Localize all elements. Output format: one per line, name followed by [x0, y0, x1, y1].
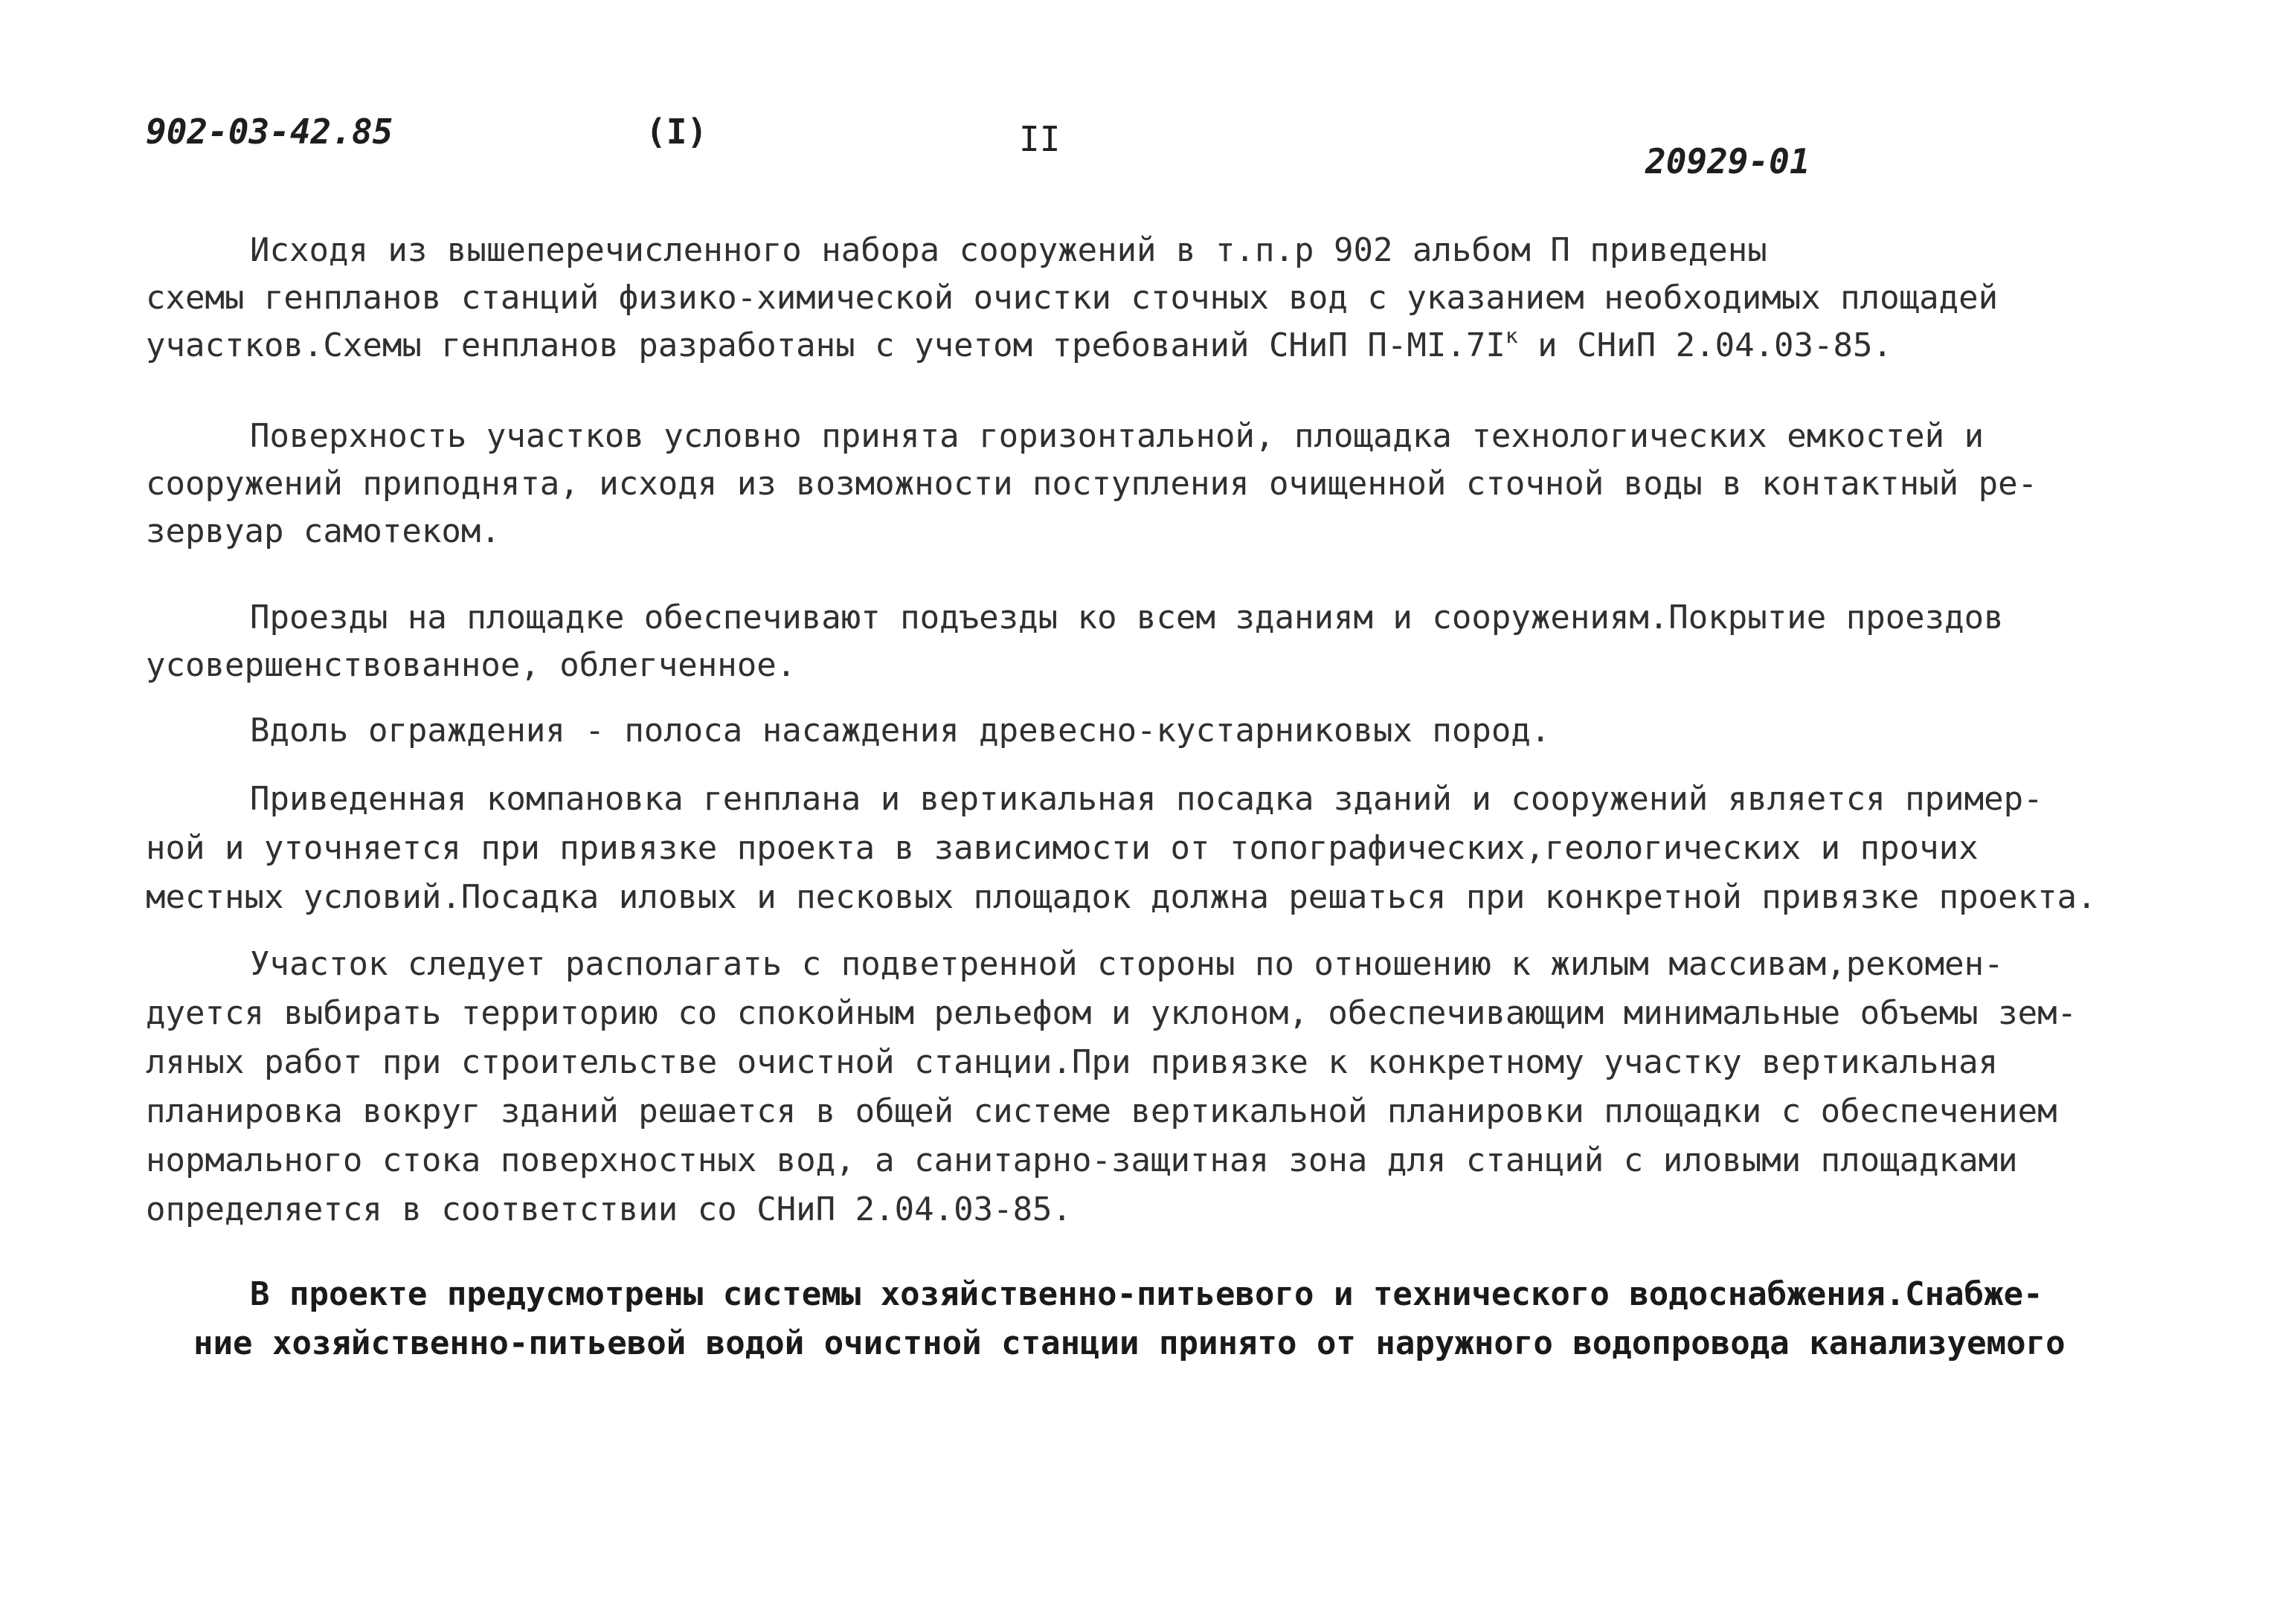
paragraph-6-line-6: определяется в соответствии со СНиП 2.04.03-85. — [146, 1190, 1073, 1228]
paragraph-6-line-5: нормального стока поверхностных вод, а санитарно-защитная зона для станций с иловыми площадками — [146, 1141, 2018, 1179]
volume-number: (I) — [646, 112, 708, 152]
paragraph-5-line-2: ной и уточняется при привязке проекта в зависимости от топографических,геологических и прочих — [146, 829, 1979, 867]
page-number: II — [1019, 119, 1061, 159]
paragraph-7-line-2: ние хозяйственно-питьевой водой очистной станции принято от наружного водопровода канализуемого — [193, 1324, 2066, 1362]
paragraph-5-line-1: Приведенная компановка генплана и вертикальная посадка зданий и сооружений является пример- — [250, 780, 2043, 818]
paragraph-1-line-3 — [146, 323, 1893, 366]
paragraph-2-line-2: сооружений приподнята, исходя из возможности поступления очищенной сточной воды в контактный ре- — [146, 465, 2038, 503]
paragraph-1-line-2: схемы генпланов станций физико-химической очистки сточных вод с указанием необходимых площадей — [146, 279, 1999, 317]
paragraph-1-line-1: Исходя из вышеперечисленного набора сооружений в т.п.р 902 альбом П приведены — [250, 231, 1767, 269]
paragraph-4-line-1: Вдоль ограждения - полоса насаждения древесно-кустарниковых пород. — [250, 712, 1551, 750]
paragraph-6-line-2: дуется выбирать территорию со спокойным рельефом и уклоном, обеспечивающим минимальные объемы зем- — [146, 994, 2077, 1032]
inventory-number: 20929-01 — [1645, 141, 1810, 181]
paragraph-2-line-1: Поверхность участков условно принята горизонтальной, площадка технологических емкостей и — [250, 417, 1984, 455]
paragraph-6-line-4: планировка вокруг зданий решается в общей системе вертикальной планировки площадки с обеспечением — [146, 1092, 2057, 1130]
paragraph-5-line-3: местных условий.Посадка иловых и песковых площадок должна решаться при конкретной привязке проекта. — [146, 878, 2097, 916]
paragraph-1-line-3-tail: и СНиП 2.04.03-85. — [1517, 326, 1893, 364]
paragraph-6-line-1: Участок следует располагать с подветренной стороны по отношению к жилым массивам,рекомен- — [250, 945, 2004, 983]
paragraph-3-line-2: усовершенствованное, облегченное. — [146, 646, 797, 684]
paragraph-3-line-1: Проезды на площадке обеспечивают подъезды ко всем зданиям и сооружениям.Покрытие проездов — [250, 599, 2004, 637]
document-code: 902-03-42.85 — [146, 112, 393, 152]
paragraph-1-line-3-text: участков.Схемы генпланов разработаны с учетом требований СНиП П-МI.7I — [146, 326, 1505, 364]
paragraph-2-line-3: зервуар самотеком. — [146, 512, 501, 550]
superscript-k: к — [1505, 323, 1518, 348]
paragraph-7-line-1: В проекте предусмотрены системы хозяйственно-питьевого и технического водоснабжения.Снабже- — [250, 1275, 2043, 1313]
paragraph-6-line-3: ляных работ при строительстве очистной станции.При привязке к конкретному участку вертикальная — [146, 1043, 1999, 1081]
